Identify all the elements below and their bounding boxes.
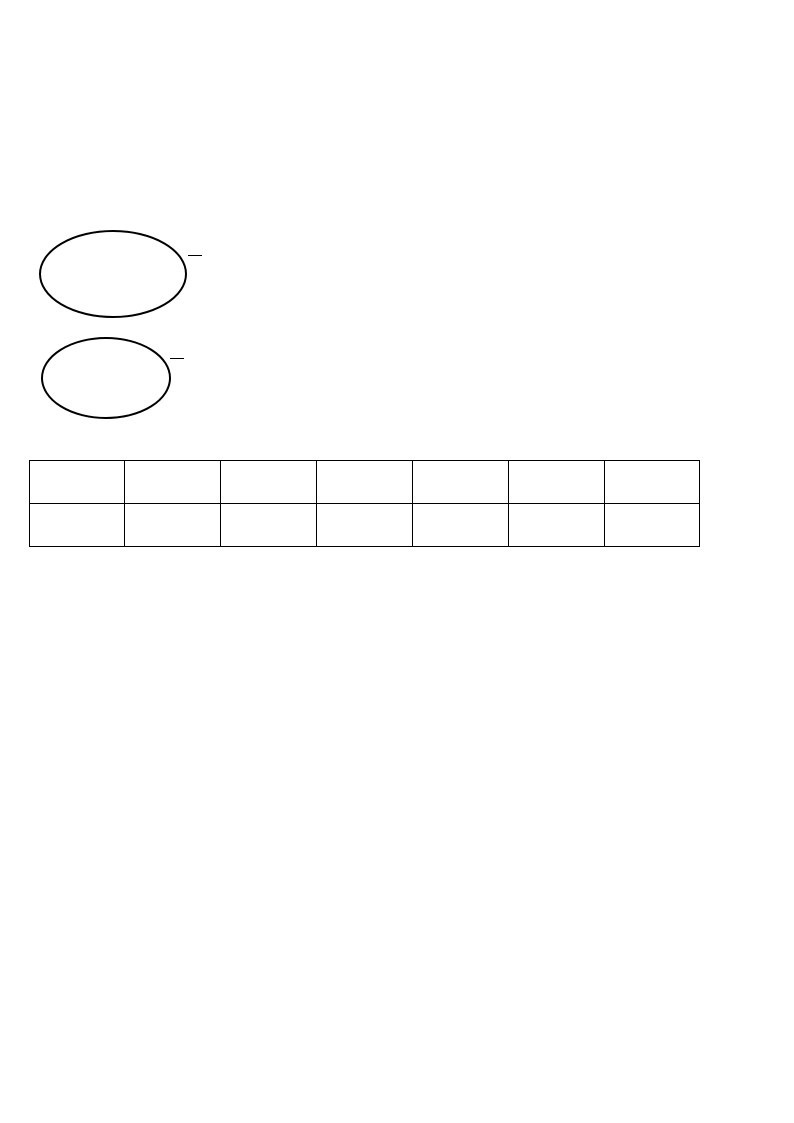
table-cell [221,504,317,547]
interest-group-table [29,460,700,547]
table-cell [125,504,221,547]
fraction-one-third [188,254,202,257]
table-cell [317,461,413,504]
table-header-row [30,461,700,504]
table-cell [413,461,509,504]
table-row [30,504,700,547]
table-row-label [30,504,125,547]
peach-ellipse-figure[interactable] [38,228,188,320]
table-cell [509,461,605,504]
bar-chart[interactable] [0,548,560,838]
table-cell [509,504,605,547]
table-cell [413,504,509,547]
table-cell [125,461,221,504]
table-cell [221,461,317,504]
table-cell [605,461,700,504]
drawing-grid[interactable] [47,876,391,994]
apple-ellipse-figure[interactable] [40,336,172,420]
table-cell [30,461,125,504]
fraction-three-quarters [170,357,184,360]
chart-grid[interactable] [0,548,560,838]
table-cell [317,504,413,547]
table-cell [605,504,700,547]
